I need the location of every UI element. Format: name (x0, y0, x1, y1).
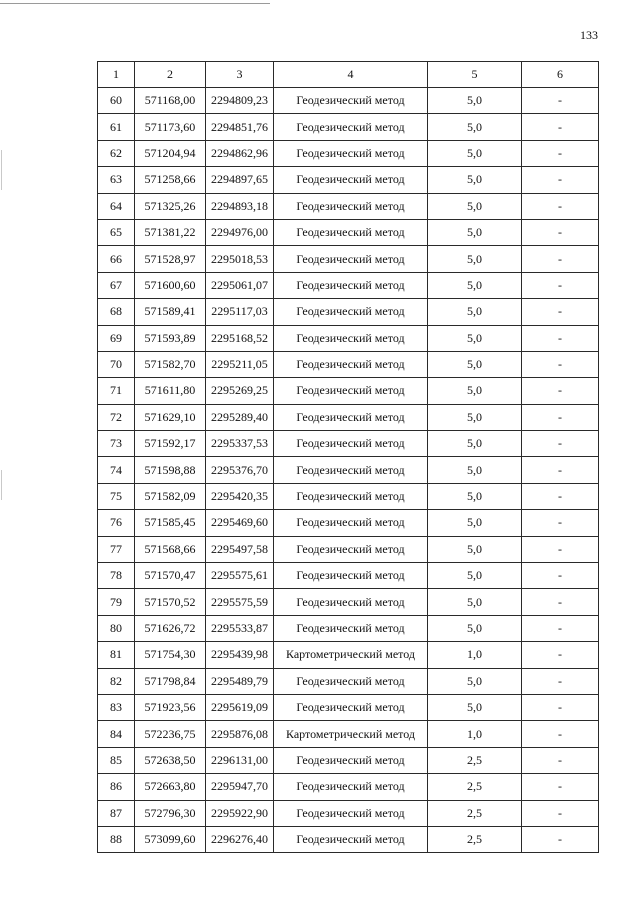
y-coordinate-cell: 2295497,58 (206, 536, 274, 562)
table-row (98, 774, 599, 800)
table-row (98, 167, 599, 193)
table-row (98, 721, 599, 747)
point-number-cell: 80 (98, 615, 135, 641)
y-coordinate-cell: 2294976,00 (206, 219, 274, 245)
x-coordinate-cell: 571168,00 (135, 88, 206, 114)
x-coordinate-cell: 571381,22 (135, 219, 206, 245)
y-coordinate-cell: 2295947,70 (206, 774, 274, 800)
y-coordinate-cell: 2295619,09 (206, 694, 274, 720)
method-cell: Геодезический метод (274, 140, 428, 166)
table-row (98, 88, 599, 114)
note-cell: - (522, 642, 599, 668)
y-coordinate-cell: 2295061,07 (206, 272, 274, 298)
table-row (98, 510, 599, 536)
x-coordinate-cell: 572663,80 (135, 774, 206, 800)
note-cell: - (522, 668, 599, 694)
method-cell: Геодезический метод (274, 114, 428, 140)
point-number-cell: 77 (98, 536, 135, 562)
note-cell: - (522, 272, 599, 298)
coordinates-table (97, 61, 599, 853)
table-row (98, 140, 599, 166)
accuracy-cell: 5,0 (428, 325, 522, 351)
note-cell: - (522, 431, 599, 457)
y-coordinate-cell: 2294809,23 (206, 88, 274, 114)
column-header: 2 (135, 62, 206, 88)
y-coordinate-cell: 2295575,59 (206, 589, 274, 615)
method-cell: Геодезический метод (274, 483, 428, 509)
x-coordinate-cell: 571570,47 (135, 563, 206, 589)
table-row (98, 246, 599, 272)
point-number-cell: 75 (98, 483, 135, 509)
x-coordinate-cell: 571589,41 (135, 299, 206, 325)
accuracy-cell: 5,0 (428, 431, 522, 457)
y-coordinate-cell: 2295922,90 (206, 800, 274, 826)
x-coordinate-cell: 571592,17 (135, 431, 206, 457)
table-row (98, 826, 599, 852)
point-number-cell: 82 (98, 668, 135, 694)
table-row (98, 431, 599, 457)
point-number-cell: 67 (98, 272, 135, 298)
method-cell: Геодезический метод (274, 668, 428, 694)
note-cell: - (522, 167, 599, 193)
note-cell: - (522, 299, 599, 325)
y-coordinate-cell: 2295420,35 (206, 483, 274, 509)
table-row (98, 536, 599, 562)
point-number-cell: 78 (98, 563, 135, 589)
x-coordinate-cell: 571598,88 (135, 457, 206, 483)
y-coordinate-cell: 2295575,61 (206, 563, 274, 589)
accuracy-cell: 1,0 (428, 721, 522, 747)
note-cell: - (522, 483, 599, 509)
scan-edge-mark (1, 150, 2, 190)
table-header-row (98, 62, 599, 88)
note-cell: - (522, 721, 599, 747)
point-number-cell: 74 (98, 457, 135, 483)
table-row (98, 299, 599, 325)
x-coordinate-cell: 571611,80 (135, 378, 206, 404)
table-row (98, 642, 599, 668)
y-coordinate-cell: 2295289,40 (206, 404, 274, 430)
note-cell: - (522, 563, 599, 589)
point-number-cell: 69 (98, 325, 135, 351)
note-cell: - (522, 747, 599, 773)
method-cell: Геодезический метод (274, 536, 428, 562)
x-coordinate-cell: 571923,56 (135, 694, 206, 720)
table-row (98, 325, 599, 351)
y-coordinate-cell: 2295376,70 (206, 457, 274, 483)
method-cell: Геодезический метод (274, 510, 428, 536)
accuracy-cell: 5,0 (428, 167, 522, 193)
y-coordinate-cell: 2294851,76 (206, 114, 274, 140)
method-cell: Картометрический метод (274, 642, 428, 668)
method-cell: Геодезический метод (274, 351, 428, 377)
note-cell: - (522, 378, 599, 404)
x-coordinate-cell: 571570,52 (135, 589, 206, 615)
y-coordinate-cell: 2294862,96 (206, 140, 274, 166)
point-number-cell: 63 (98, 167, 135, 193)
point-number-cell: 84 (98, 721, 135, 747)
point-number-cell: 81 (98, 642, 135, 668)
accuracy-cell: 5,0 (428, 668, 522, 694)
method-cell: Геодезический метод (274, 774, 428, 800)
point-number-cell: 62 (98, 140, 135, 166)
x-coordinate-cell: 571173,60 (135, 114, 206, 140)
x-coordinate-cell: 571528,97 (135, 246, 206, 272)
point-number-cell: 64 (98, 193, 135, 219)
y-coordinate-cell: 2295168,52 (206, 325, 274, 351)
point-number-cell: 83 (98, 694, 135, 720)
note-cell: - (522, 457, 599, 483)
table-row (98, 351, 599, 377)
x-coordinate-cell: 571204,94 (135, 140, 206, 166)
accuracy-cell: 5,0 (428, 299, 522, 325)
table-row (98, 694, 599, 720)
y-coordinate-cell: 2295337,53 (206, 431, 274, 457)
table-row (98, 747, 599, 773)
x-coordinate-cell: 571582,09 (135, 483, 206, 509)
x-coordinate-cell: 571582,70 (135, 351, 206, 377)
accuracy-cell: 5,0 (428, 510, 522, 536)
y-coordinate-cell: 2295469,60 (206, 510, 274, 536)
accuracy-cell: 2,5 (428, 747, 522, 773)
table-body (98, 88, 599, 853)
table-row (98, 114, 599, 140)
column-header: 3 (206, 62, 274, 88)
column-header: 4 (274, 62, 428, 88)
method-cell: Геодезический метод (274, 219, 428, 245)
method-cell: Геодезический метод (274, 272, 428, 298)
method-cell: Картометрический метод (274, 721, 428, 747)
point-number-cell: 85 (98, 747, 135, 773)
accuracy-cell: 5,0 (428, 378, 522, 404)
y-coordinate-cell: 2295117,03 (206, 299, 274, 325)
table-row (98, 800, 599, 826)
table-row (98, 219, 599, 245)
accuracy-cell: 5,0 (428, 246, 522, 272)
x-coordinate-cell: 572638,50 (135, 747, 206, 773)
note-cell: - (522, 114, 599, 140)
x-coordinate-cell: 571600,60 (135, 272, 206, 298)
accuracy-cell: 1,0 (428, 642, 522, 668)
x-coordinate-cell: 571568,66 (135, 536, 206, 562)
point-number-cell: 88 (98, 826, 135, 852)
note-cell: - (522, 694, 599, 720)
method-cell: Геодезический метод (274, 325, 428, 351)
accuracy-cell: 5,0 (428, 140, 522, 166)
point-number-cell: 65 (98, 219, 135, 245)
method-cell: Геодезический метод (274, 747, 428, 773)
note-cell: - (522, 800, 599, 826)
accuracy-cell: 2,5 (428, 826, 522, 852)
point-number-cell: 61 (98, 114, 135, 140)
y-coordinate-cell: 2295018,53 (206, 246, 274, 272)
x-coordinate-cell: 571754,30 (135, 642, 206, 668)
point-number-cell: 70 (98, 351, 135, 377)
note-cell: - (522, 219, 599, 245)
note-cell: - (522, 140, 599, 166)
point-number-cell: 73 (98, 431, 135, 457)
accuracy-cell: 5,0 (428, 457, 522, 483)
y-coordinate-cell: 2295269,25 (206, 378, 274, 404)
point-number-cell: 68 (98, 299, 135, 325)
y-coordinate-cell: 2295489,79 (206, 668, 274, 694)
note-cell: - (522, 325, 599, 351)
point-number-cell: 60 (98, 88, 135, 114)
note-cell: - (522, 351, 599, 377)
point-number-cell: 66 (98, 246, 135, 272)
accuracy-cell: 5,0 (428, 114, 522, 140)
method-cell: Геодезический метод (274, 167, 428, 193)
page-number: 133 (580, 28, 598, 42)
method-cell: Геодезический метод (274, 431, 428, 457)
note-cell: - (522, 615, 599, 641)
point-number-cell: 76 (98, 510, 135, 536)
scan-top-line (0, 3, 270, 4)
x-coordinate-cell: 571593,89 (135, 325, 206, 351)
note-cell: - (522, 88, 599, 114)
table-row (98, 193, 599, 219)
note-cell: - (522, 404, 599, 430)
method-cell: Геодезический метод (274, 193, 428, 219)
point-number-cell: 79 (98, 589, 135, 615)
accuracy-cell: 5,0 (428, 694, 522, 720)
y-coordinate-cell: 2294897,65 (206, 167, 274, 193)
accuracy-cell: 2,5 (428, 774, 522, 800)
table-row (98, 589, 599, 615)
table-row (98, 272, 599, 298)
table-row (98, 378, 599, 404)
accuracy-cell: 5,0 (428, 483, 522, 509)
table-row (98, 457, 599, 483)
accuracy-cell: 5,0 (428, 88, 522, 114)
method-cell: Геодезический метод (274, 589, 428, 615)
point-number-cell: 87 (98, 800, 135, 826)
accuracy-cell: 5,0 (428, 563, 522, 589)
table-row (98, 483, 599, 509)
x-coordinate-cell: 571325,26 (135, 193, 206, 219)
y-coordinate-cell: 2295876,08 (206, 721, 274, 747)
x-coordinate-cell: 572236,75 (135, 721, 206, 747)
method-cell: Геодезический метод (274, 299, 428, 325)
y-coordinate-cell: 2296131,00 (206, 747, 274, 773)
y-coordinate-cell: 2295533,87 (206, 615, 274, 641)
method-cell: Геодезический метод (274, 457, 428, 483)
method-cell: Геодезический метод (274, 826, 428, 852)
accuracy-cell: 5,0 (428, 615, 522, 641)
x-coordinate-cell: 571629,10 (135, 404, 206, 430)
table-row (98, 563, 599, 589)
y-coordinate-cell: 2295439,98 (206, 642, 274, 668)
method-cell: Геодезический метод (274, 378, 428, 404)
note-cell: - (522, 774, 599, 800)
point-number-cell: 71 (98, 378, 135, 404)
method-cell: Геодезический метод (274, 88, 428, 114)
table-row (98, 668, 599, 694)
note-cell: - (522, 246, 599, 272)
accuracy-cell: 2,5 (428, 800, 522, 826)
method-cell: Геодезический метод (274, 404, 428, 430)
accuracy-cell: 5,0 (428, 589, 522, 615)
accuracy-cell: 5,0 (428, 351, 522, 377)
column-header: 5 (428, 62, 522, 88)
note-cell: - (522, 510, 599, 536)
accuracy-cell: 5,0 (428, 404, 522, 430)
column-header: 1 (98, 62, 135, 88)
method-cell: Геодезический метод (274, 694, 428, 720)
accuracy-cell: 5,0 (428, 193, 522, 219)
column-header: 6 (522, 62, 599, 88)
note-cell: - (522, 589, 599, 615)
note-cell: - (522, 826, 599, 852)
accuracy-cell: 5,0 (428, 219, 522, 245)
point-number-cell: 86 (98, 774, 135, 800)
note-cell: - (522, 536, 599, 562)
y-coordinate-cell: 2296276,40 (206, 826, 274, 852)
x-coordinate-cell: 571258,66 (135, 167, 206, 193)
point-number-cell: 72 (98, 404, 135, 430)
x-coordinate-cell: 571626,72 (135, 615, 206, 641)
y-coordinate-cell: 2295211,05 (206, 351, 274, 377)
table-row (98, 615, 599, 641)
accuracy-cell: 5,0 (428, 272, 522, 298)
table-row (98, 404, 599, 430)
x-coordinate-cell: 571798,84 (135, 668, 206, 694)
method-cell: Геодезический метод (274, 800, 428, 826)
x-coordinate-cell: 571585,45 (135, 510, 206, 536)
method-cell: Геодезический метод (274, 615, 428, 641)
note-cell: - (522, 193, 599, 219)
x-coordinate-cell: 573099,60 (135, 826, 206, 852)
x-coordinate-cell: 572796,30 (135, 800, 206, 826)
accuracy-cell: 5,0 (428, 536, 522, 562)
y-coordinate-cell: 2294893,18 (206, 193, 274, 219)
method-cell: Геодезический метод (274, 563, 428, 589)
scan-edge-mark (1, 470, 2, 500)
method-cell: Геодезический метод (274, 246, 428, 272)
